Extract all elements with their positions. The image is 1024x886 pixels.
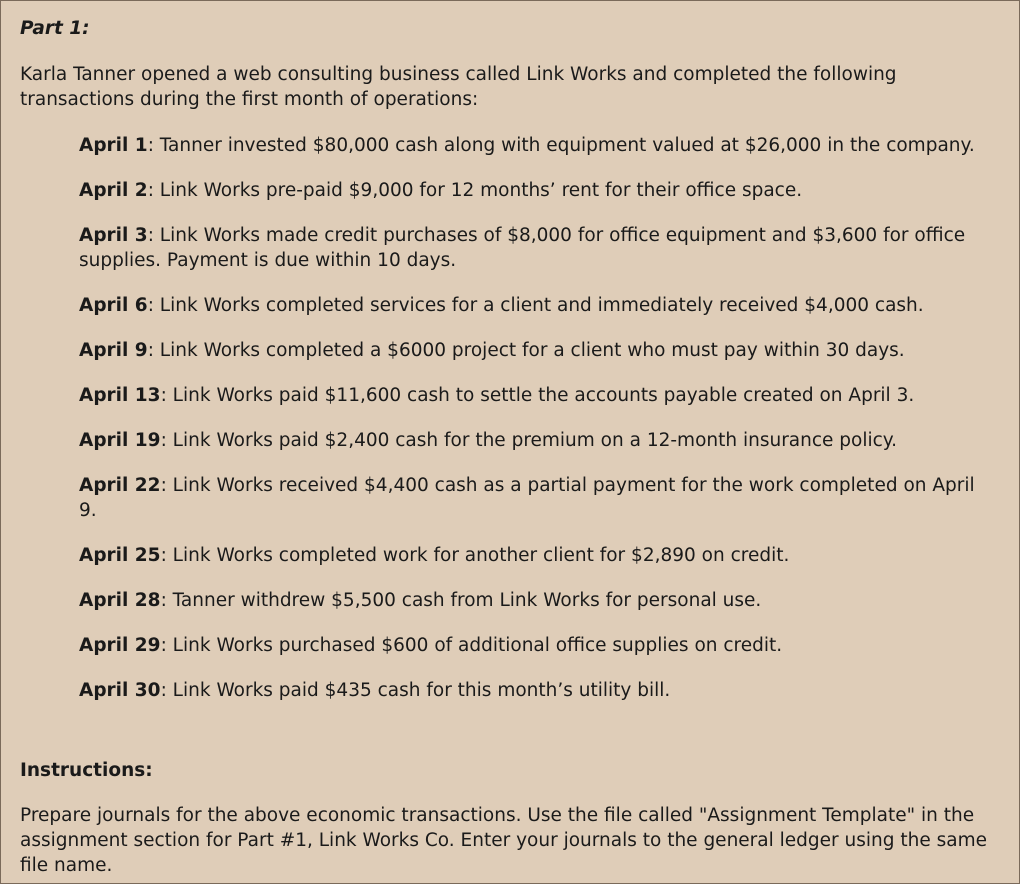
transaction-text: : Link Works paid $435 cash for this month’s utility bill. bbox=[160, 680, 671, 701]
transaction-item bbox=[79, 588, 979, 613]
transaction-list bbox=[79, 133, 979, 723]
transaction-date: April 1 bbox=[79, 135, 148, 156]
transaction-date: April 30 bbox=[79, 680, 161, 701]
transaction-date: April 3 bbox=[79, 225, 148, 246]
transaction-text: : Link Works received $4,400 cash as a partial payment for the work completed on April 9. bbox=[79, 475, 975, 521]
transaction-item bbox=[79, 223, 979, 273]
transaction-date: April 6 bbox=[79, 295, 148, 316]
transaction-date: April 19 bbox=[79, 430, 161, 451]
transaction-text: : Link Works completed work for another client for $2,890 on credit. bbox=[160, 545, 790, 566]
transaction-text: : Tanner invested $80,000 cash along with equipment valued at $26,000 in the company. bbox=[147, 135, 975, 156]
transaction-item bbox=[79, 338, 979, 363]
transaction-date: April 25 bbox=[79, 545, 161, 566]
transaction-text: : Link Works paid $11,600 cash to settle the accounts payable created on April 3. bbox=[160, 385, 915, 406]
instructions-heading: Instructions: bbox=[20, 760, 153, 781]
part-title: Part 1: bbox=[20, 18, 90, 39]
transaction-item bbox=[79, 133, 979, 158]
transaction-text: : Tanner withdrew $5,500 cash from Link Works for personal use. bbox=[160, 590, 762, 611]
transaction-item bbox=[79, 428, 979, 453]
transaction-date: April 2 bbox=[79, 180, 148, 201]
transaction-date: April 9 bbox=[79, 340, 148, 361]
transaction-text: : Link Works made credit purchases of $8,000 for office equipment and $3,600 for office supplies. Payment is due within 10 days. bbox=[79, 225, 966, 271]
transaction-text: : Link Works completed a $6000 project for a client who must pay within 30 days. bbox=[147, 340, 905, 361]
transaction-text: : Link Works paid $2,400 cash for the premium on a 12-month insurance policy. bbox=[160, 430, 898, 451]
transaction-item bbox=[79, 543, 979, 568]
transaction-item bbox=[79, 178, 979, 203]
transaction-item bbox=[79, 633, 979, 658]
intro-paragraph: Karla Tanner opened a web consulting business called Link Works and completed the following transactions during the first month of operations: bbox=[20, 64, 897, 110]
transaction-date: April 22 bbox=[79, 475, 161, 496]
transaction-item bbox=[79, 293, 979, 318]
transaction-text: : Link Works pre-paid $9,000 for 12 months’ rent for their office space. bbox=[147, 180, 803, 201]
transaction-date: April 28 bbox=[79, 590, 161, 611]
transaction-text: : Link Works purchased $600 of additional office supplies on credit. bbox=[160, 635, 783, 656]
transaction-item bbox=[79, 383, 979, 408]
transaction-date: April 13 bbox=[79, 385, 161, 406]
transaction-date: April 29 bbox=[79, 635, 161, 656]
transaction-text: : Link Works completed services for a client and immediately received $4,000 cash. bbox=[147, 295, 924, 316]
instructions-text: Prepare journals for the above economic transactions. Use the file called "Assignment Template" in the assignment section for Part #1, Link Works Co. Enter your journals to the general ledger using the same file name. bbox=[20, 805, 987, 876]
transaction-item bbox=[79, 678, 979, 703]
transaction-item bbox=[79, 473, 979, 523]
